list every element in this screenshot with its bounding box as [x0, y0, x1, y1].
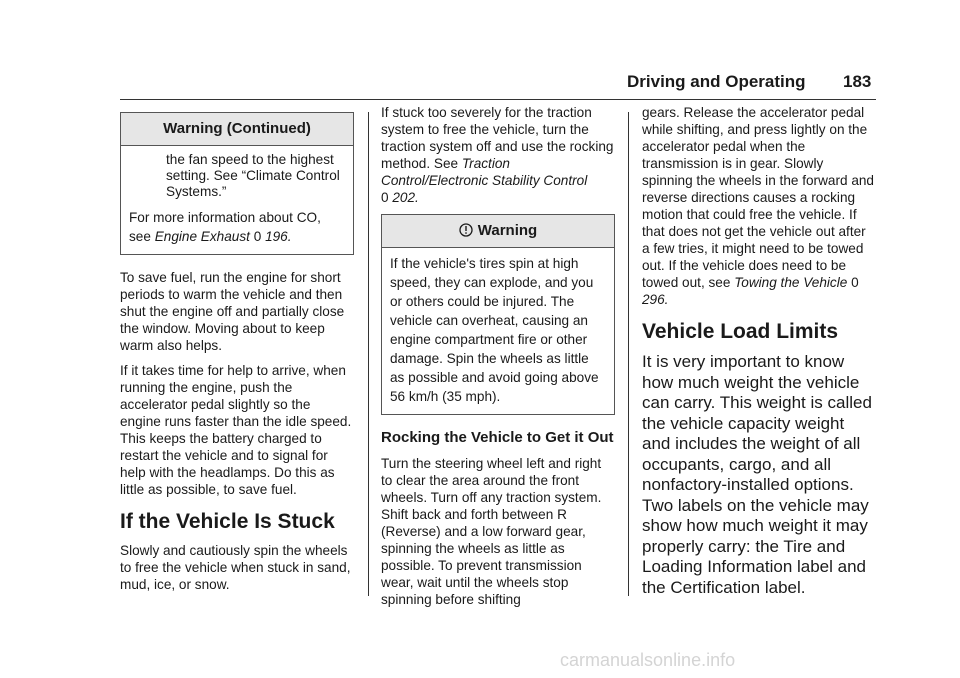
- paragraph-release-accelerator: gears. Release the accelerator pedal while shifting, and press lightly on the accelerator pedal when the transmission is in gear. Slowly spinning the wheels in the forward and reverse directions causes a rocking motion that could free the vehicle. If that does not get the vehicle out after a few tries, it might need to be towed out. If the vehicle does need to be towed out, see Towing the Vehicle 0 296.: [642, 105, 874, 307]
- engine-exhaust-page[interactable]: 196.: [265, 229, 292, 244]
- ref-arrow-icon: 0: [253, 229, 262, 244]
- engine-exhaust-link[interactable]: Engine Exhaust: [154, 229, 250, 244]
- column-divider: [368, 112, 369, 596]
- ref-arrow-icon: 0: [851, 275, 859, 290]
- warning-continued-box: [120, 112, 354, 255]
- warning-continued-title: Warning (Continued): [121, 113, 353, 146]
- paragraph-spin-wheels: Slowly and cautiously spin the wheels to free the vehicle when stuck in sand, mud, ice, or snow.: [120, 543, 351, 592]
- column-1: [120, 104, 354, 601]
- paragraph-load-limits: It is very important to know how much weight the vehicle can carry. This weight is called the vehicle capacity weight and includes the weight of all occupants, cargo, and all nonfactory-installed options. Two labels on the vehicle may show how much weight it may properly carry: the Tire and Loading Information label and the Certification label.: [642, 352, 872, 597]
- heading-rocking-vehicle: Rocking the Vehicle to Get it Out: [381, 429, 614, 446]
- column-3: [642, 104, 876, 598]
- paragraph-save-fuel: To save fuel, run the engine for short periods to warm the vehicle and then shut the engine off and partially close the window. Moving about to keep warm also helps.: [120, 270, 345, 353]
- warning-continued-text: the fan speed to the highest setting. See “Climate Control Systems.”: [166, 152, 340, 199]
- warning-icon: [459, 223, 473, 237]
- heading-load-limits: Vehicle Load Limits: [642, 320, 839, 343]
- watermark: carmanualsonline.info: [560, 650, 736, 670]
- paragraph-stuck-severely: If stuck too severely for the traction system to free the vehicle, turn the traction system off and use the rocking method. See Traction Control/Electronic Stability Control 0 202.: [381, 105, 614, 205]
- ref-arrow-icon: 0: [381, 190, 389, 205]
- page-header-section: Driving and Operating: [627, 72, 806, 91]
- towing-vehicle-link[interactable]: Towing the Vehicle: [734, 275, 848, 290]
- warning-title: Warning: [477, 222, 538, 239]
- warning-more-info: For more information about CO, see Engine Exhaust 0 196.: [129, 210, 321, 244]
- towing-vehicle-page[interactable]: 296.: [642, 292, 669, 307]
- warning-text: If the vehicle's tires spin at high speed, they can explode, and you or others could be injured. The vehicle can overheat, causing an engine compartment fire or other damage. Spin the wheels as little as possible and avoid going above 56 km/h (35 mph).: [390, 256, 599, 404]
- header-rule: [120, 99, 876, 100]
- paragraph-help-arrive: If it takes time for help to arrive, when running the engine, push the accelerator pedal slightly so the engine runs faster than the idle speed. This keeps the battery charged to restart the vehicle and to signal for help with the headlamps. Do this as little as possible, to save fuel.: [120, 363, 352, 497]
- traction-control-link[interactable]: Traction Control/Electronic Stability Control: [381, 156, 588, 188]
- warning-box: [381, 214, 615, 415]
- page-number: 183: [843, 72, 872, 91]
- column-2: [381, 104, 615, 616]
- column-divider: [628, 112, 629, 596]
- traction-control-page[interactable]: 202.: [392, 190, 419, 205]
- paragraph-rocking-steps: Turn the steering wheel left and right to clear the area around the front wheels. Turn off any traction system. Shift back and forth between R (Reverse) and a low forward gear, spinning the wheels as little as possible. To prevent transmission wear, wait until the wheels stop spinning before shifting: [381, 456, 602, 607]
- heading-vehicle-stuck: If the Vehicle Is Stuck: [120, 510, 335, 533]
